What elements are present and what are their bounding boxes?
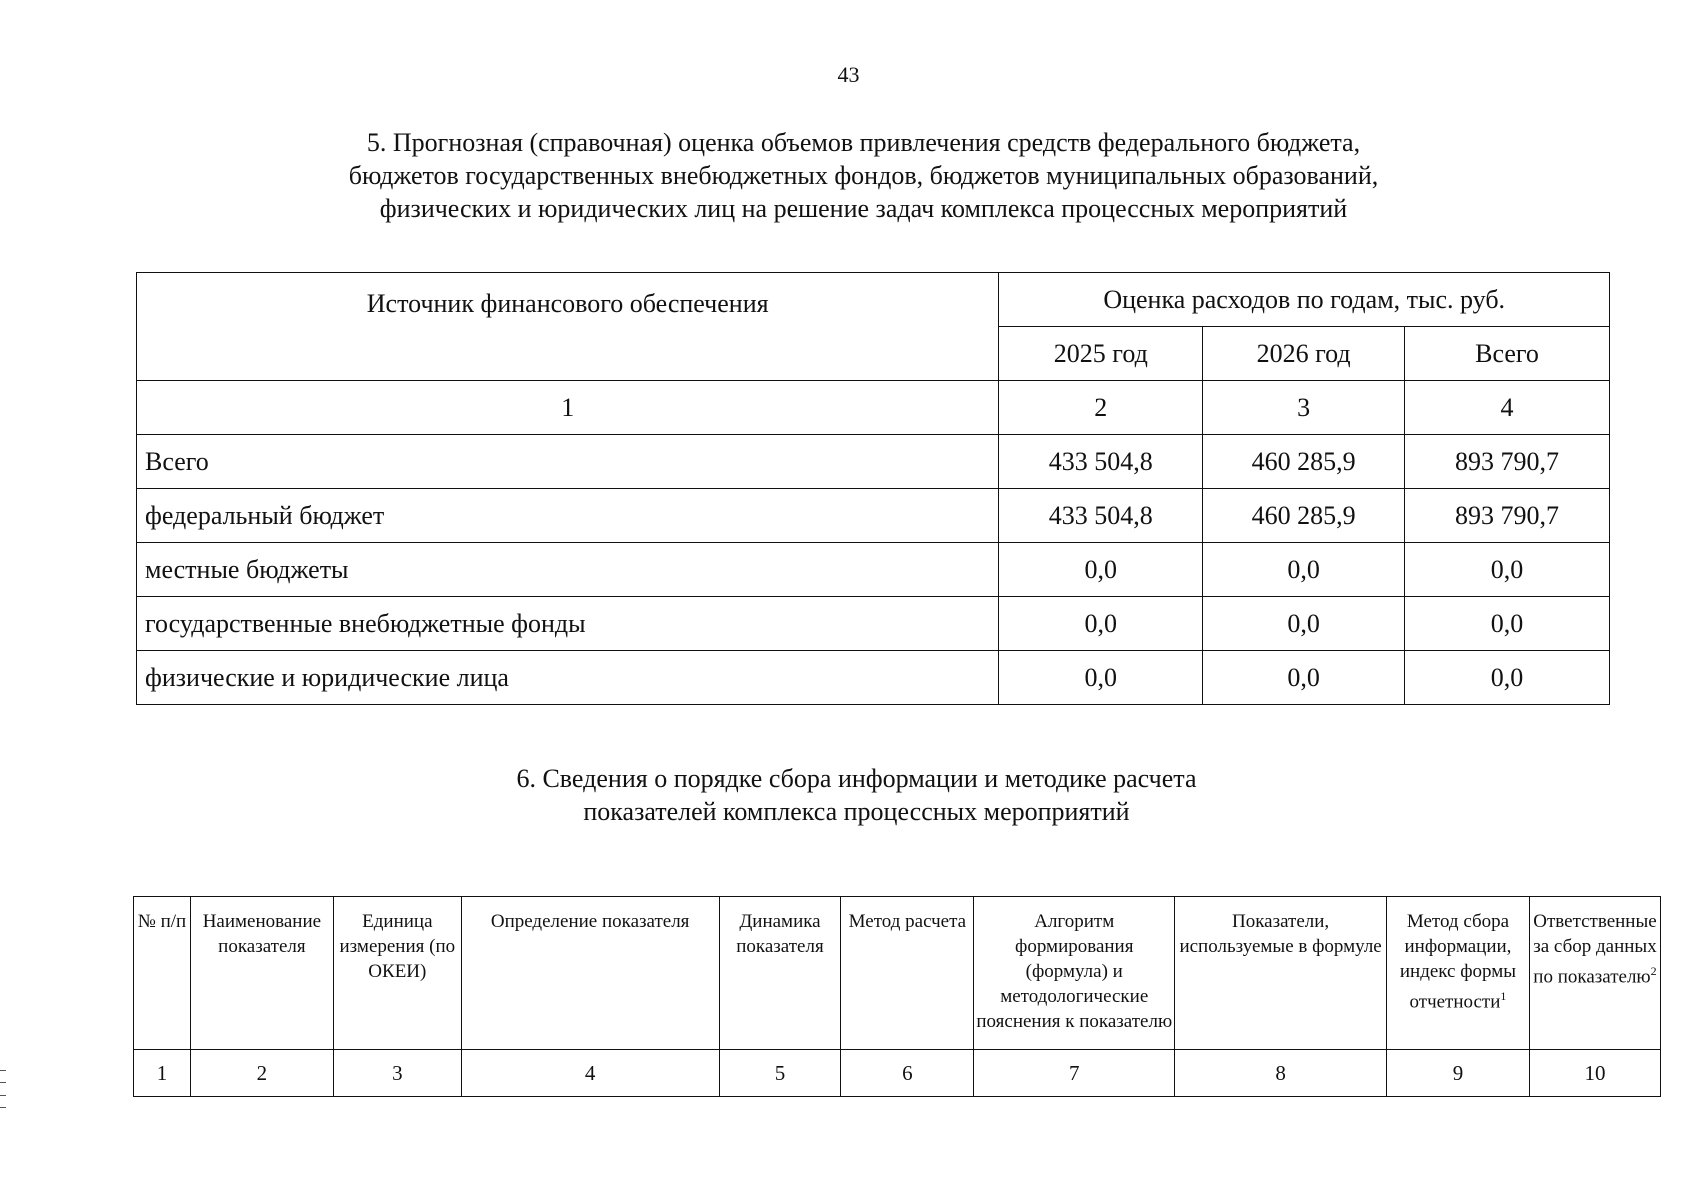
- column-number: 5: [719, 1050, 841, 1097]
- header-year-2026: 2026 год: [1203, 327, 1405, 381]
- column-number: 1: [137, 381, 999, 435]
- column-number: 4: [1405, 381, 1610, 435]
- section-6-title-line: 6. Сведения о порядке сбора информации и методике расчета: [516, 764, 1197, 793]
- section-5-title-line: 5. Прогнозная (справочная) оценка объемов привлечения средств федерального бюджета,: [366, 128, 1361, 157]
- value-total: 0,0: [1405, 597, 1610, 651]
- header-total: Всего: [1405, 327, 1610, 381]
- header-collection-method-text: Метод сбора информации, индекс формы отчетности: [1399, 911, 1517, 1013]
- column-number: 10: [1529, 1050, 1660, 1097]
- value-total: 893 790,7: [1405, 435, 1610, 489]
- value-2025: 0,0: [999, 597, 1203, 651]
- finance-estimate-table: [136, 272, 1610, 705]
- column-number: 3: [333, 1050, 461, 1097]
- value-total: 0,0: [1405, 651, 1610, 705]
- value-total: 0,0: [1405, 543, 1610, 597]
- section-6-title-line: показателей комплекса процессных мероприятий: [583, 797, 1130, 826]
- column-number: 4: [461, 1050, 719, 1097]
- table-row: [137, 489, 1610, 543]
- value-2025: 433 504,8: [999, 435, 1203, 489]
- value-2026: 460 285,9: [1203, 489, 1405, 543]
- value-2025: 0,0: [999, 651, 1203, 705]
- table-row: [137, 543, 1610, 597]
- header-dynamics: Динамика показателя: [719, 897, 841, 1050]
- column-number-row: [134, 1050, 1661, 1097]
- row-source: Всего: [137, 435, 999, 489]
- header-number: № п/п: [134, 897, 191, 1050]
- header-name: Наименование показателя: [190, 897, 333, 1050]
- column-number: 7: [974, 1050, 1175, 1097]
- row-source: местные бюджеты: [137, 543, 999, 597]
- header-responsible-text: Ответственные за сбор данных по показателю: [1533, 911, 1657, 988]
- footnote-mark: 2: [1650, 964, 1657, 978]
- value-2025: 433 504,8: [999, 489, 1203, 543]
- value-2026: 0,0: [1203, 597, 1405, 651]
- header-formula-indicators: Показатели, используемые в формуле: [1175, 897, 1387, 1050]
- section-5-title-line: физических и юридических лиц на решение задач комплекса процессных мероприятий: [379, 194, 1348, 223]
- column-number: 6: [841, 1050, 974, 1097]
- column-number: 3: [1203, 381, 1405, 435]
- methodology-table: [133, 896, 1661, 1097]
- table-row: [137, 435, 1610, 489]
- row-source: физические и юридические лица: [137, 651, 999, 705]
- section-5-title: [15, 126, 1697, 225]
- header-algorithm: Алгоритм формирования (формула) и методологические пояснения к показателю: [974, 897, 1175, 1050]
- column-number: 2: [190, 1050, 333, 1097]
- scan-margin-marks: [0, 1070, 6, 1108]
- value-2026: 460 285,9: [1203, 435, 1405, 489]
- value-2026: 0,0: [1203, 543, 1405, 597]
- header-estimate: Оценка расходов по годам, тыс. руб.: [999, 273, 1610, 327]
- table-row: [137, 597, 1610, 651]
- header-calc-method: Метод расчета: [841, 897, 974, 1050]
- value-total: 893 790,7: [1405, 489, 1610, 543]
- section-6-title: [8, 762, 1697, 828]
- header-source: Источник финансового обеспечения: [137, 273, 999, 381]
- section-5-title-line: бюджетов государственных внебюджетных фондов, бюджетов муниципальных образований,: [348, 161, 1379, 190]
- column-number: 8: [1175, 1050, 1387, 1097]
- header-row: [134, 897, 1661, 1050]
- column-number: 9: [1387, 1050, 1530, 1097]
- header-collection-method: [1387, 897, 1530, 1050]
- column-number: 2: [999, 381, 1203, 435]
- value-2025: 0,0: [999, 543, 1203, 597]
- footnote-mark: 1: [1500, 989, 1507, 1003]
- header-responsible: [1529, 897, 1660, 1050]
- value-2026: 0,0: [1203, 651, 1405, 705]
- row-source: федеральный бюджет: [137, 489, 999, 543]
- header-unit: Единица измерения (по ОКЕИ): [333, 897, 461, 1050]
- header-definition: Определение показателя: [461, 897, 719, 1050]
- header-year-2025: 2025 год: [999, 327, 1203, 381]
- column-number-row: [137, 381, 1610, 435]
- table-row: [137, 651, 1610, 705]
- page-number: 43: [837, 62, 860, 87]
- row-source: государственные внебюджетные фонды: [137, 597, 999, 651]
- column-number: 1: [134, 1050, 191, 1097]
